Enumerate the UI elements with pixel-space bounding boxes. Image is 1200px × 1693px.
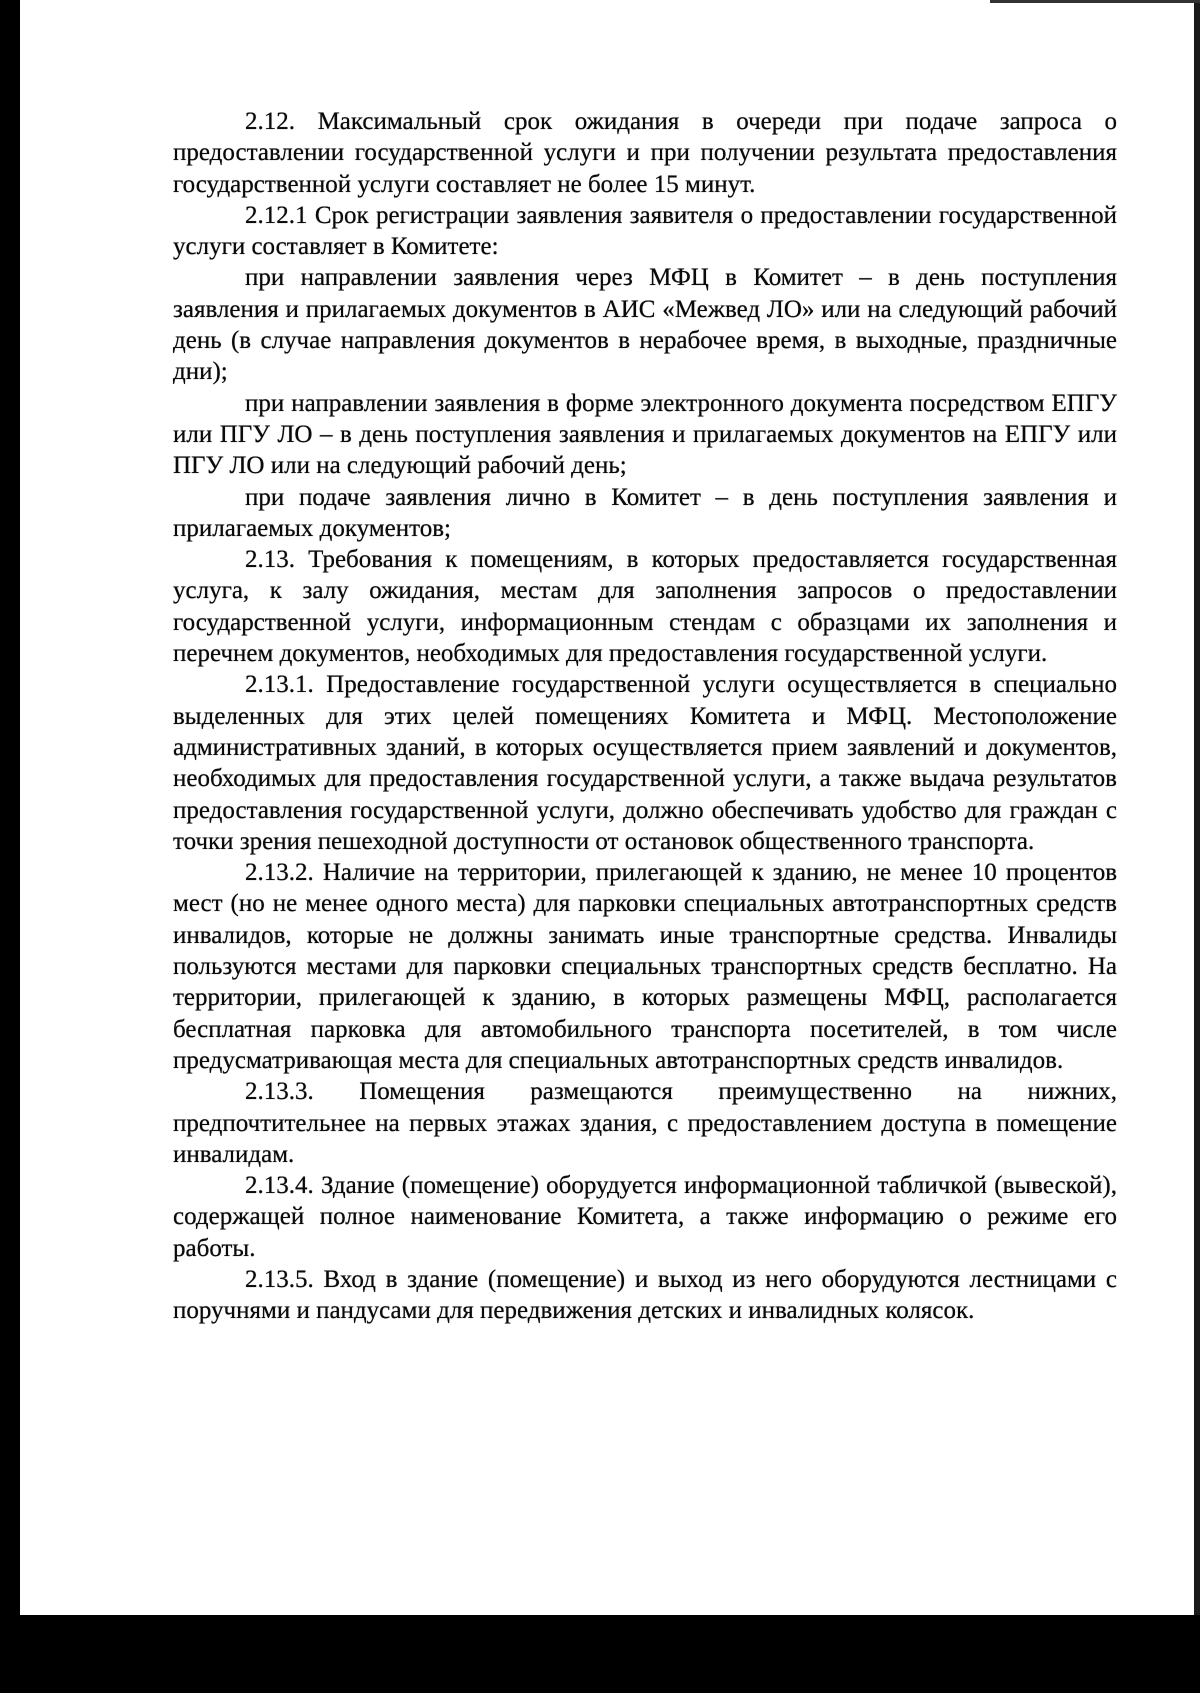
paragraph-2-13-4: 2.13.4. Здание (помещение) оборудуется информационной табличкой (вывеской), содержащей полное наименование Комитета, а также информацию о режиме его работы. bbox=[173, 1172, 1117, 1262]
scan-top-mark bbox=[990, 0, 1200, 3]
paragraph-2-13-1: 2.13.1. Предоставление государственной услуги осуществляется в специально выделенных для этих целей помещениях Комитета и МФЦ. Местоположение административных зданий, в которых осуществляется прием заявлений и документов, необходимых для предоставления государственной услуги, а также выдача результатов предоставления государственной услуги, должно обеспечивать удобство для граждан с точки зрения пешеходной доступности от остановок общественного транспорта. bbox=[173, 671, 1117, 855]
scan-right-border bbox=[1194, 0, 1200, 1693]
paragraph-personal-submission: при подаче заявления лично в Комитет – в день поступления заявления и прилагаемых документов; bbox=[173, 483, 1117, 542]
paragraph-2-12: 2.12. Максимальный срок ожидания в очереди при подаче запроса о предоставлении государственной услуги и при получении результата предоставления государственной услуги составляет не более 15 минут. bbox=[173, 108, 1117, 198]
paragraph-2-13: 2.13. Требования к помещениям, в которых предоставляется государственная услуга, к залу ожидания, местам для заполнения запросов о предоставлении государственной услуги, информационным стендам с образцами их заполнения и перечнем документов, необходимых для предоставления государственной услуги. bbox=[173, 546, 1117, 668]
paragraph-2-13-2: 2.13.2. Наличие на территории, прилегающей к зданию, не менее 10 процентов мест (но не менее одного места) для парковки специальных автотранспортных средств инвалидов, которые не должны занимать иные транспортные средства. Инвалиды пользуются местами для парковки специальных транспортных средств бесплатно. На территории, прилегающей к зданию, в которых размещены МФЦ, располагается бесплатная парковка для автомобильного транспорта посетителей, в том числе предусматривающая места для специальных автотранспортных средств инвалидов. bbox=[173, 859, 1117, 1074]
scan-left-border bbox=[0, 0, 20, 1693]
paragraph-mfc-submission: при направлении заявления через МФЦ в Комитет – в день поступления заявления и прилагаемых документов в АИС «Межвед ЛО» или на следующий рабочий день (в случае направления документов в нерабочее время, в выходные, праздничные дни); bbox=[173, 264, 1117, 386]
paragraph-2-13-3: 2.13.3. Помещения размещаются преимущественно на нижних, предпочтительнее на первых этажах здания, с предоставлением доступа в помещение инвалидам. bbox=[173, 1078, 1117, 1168]
paragraph-2-12-1: 2.12.1 Срок регистрации заявления заявителя о предоставлении государственной услуги составляет в Комитете: bbox=[173, 201, 1117, 261]
document-body bbox=[173, 106, 1117, 1327]
paragraph-electronic-submission: при направлении заявления в форме электронного документа посредством ЕПГУ или ПГУ ЛО – в день поступления заявления и прилагаемых документов на ЕПГУ или ПГУ ЛО или на следующий рабочий день; bbox=[173, 389, 1117, 480]
scan-bottom-border bbox=[0, 1615, 1200, 1693]
paragraph-2-13-5: 2.13.5. Вход в здание (помещение) и выход из него оборудуются лестницами с поручнями и пандусами для передвижения детских и инвалидных колясок. bbox=[173, 1265, 1117, 1325]
